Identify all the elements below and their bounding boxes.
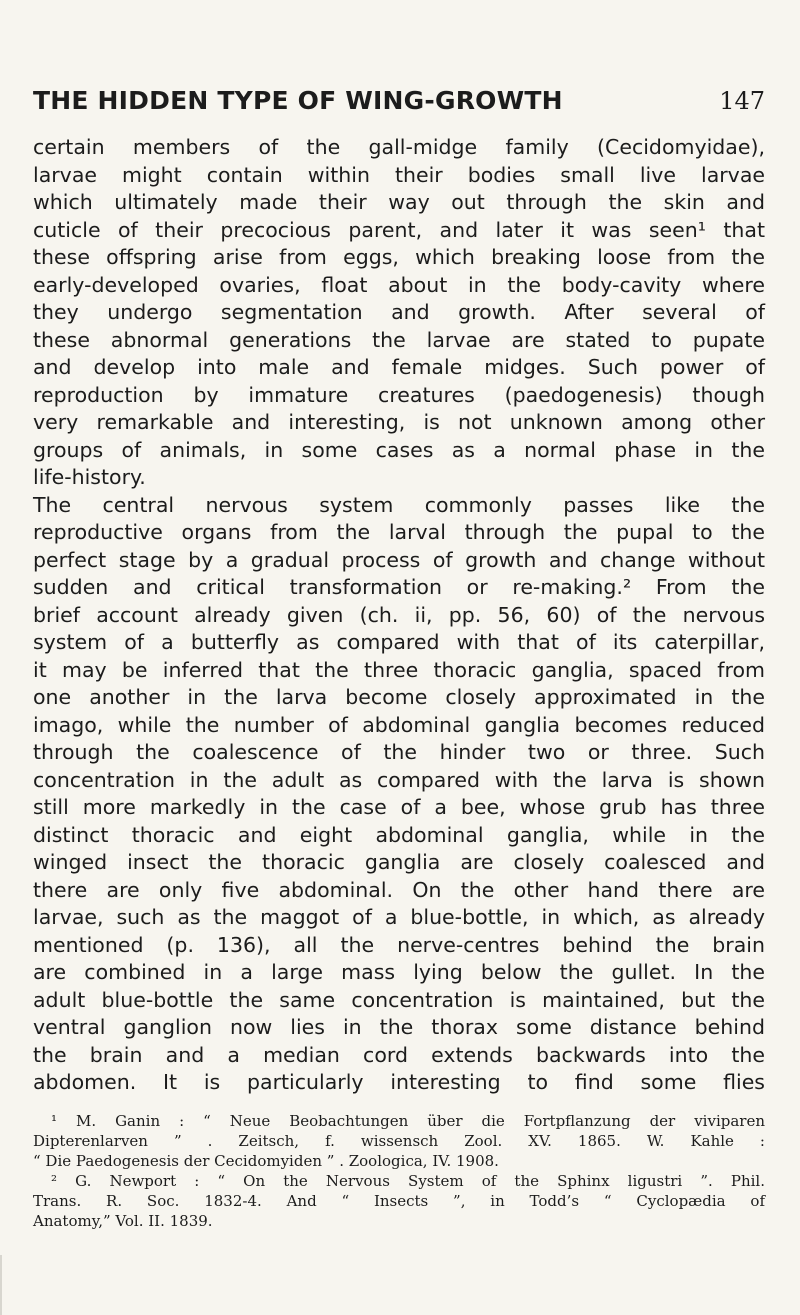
body-line: larvae might contain within their bodies small live larvae xyxy=(33,162,765,187)
body-line: and develop into male and female midges. Such power of xyxy=(33,355,765,379)
body-line: abdomen. It is particularly interesting to find some flies xyxy=(33,1070,765,1094)
body-line: these abnormal generations the larvae are stated to pupate xyxy=(33,327,765,352)
body-line: imago, while the number of abdominal ganglia becomes reduced xyxy=(33,712,765,737)
body-line: very remarkable and interesting, is not unknown among other xyxy=(33,410,765,434)
running-head xyxy=(33,86,765,126)
footnote-line: Anatomy,” Vol. II. 1839. xyxy=(33,1211,213,1230)
body-line: cuticle of their precocious parent, and later it was seen¹ that xyxy=(33,217,765,242)
scan-edge-line xyxy=(0,1255,2,1315)
body-line: reproductive organs from the larval through the pupal to the xyxy=(33,520,765,544)
body-line: still more markedly in the case of a bee, whose grub has three xyxy=(33,795,765,819)
body-line: winged insect the thoracic ganglia are closely coalesced and xyxy=(33,850,765,874)
footnote-line: Dipterenlarven ” . Zeitsch, f. wissensch Zool. XV. 1865. W. Kahle : xyxy=(33,1131,765,1150)
body-line: system of a butterfly as compared with that of its caterpillar, xyxy=(33,630,765,654)
footnotes xyxy=(33,1111,765,1231)
body-line: concentration in the adult as compared with the larva is shown xyxy=(33,767,765,792)
body-line: adult blue-bottle the same concentration is maintained, but the xyxy=(33,987,765,1012)
body-line: groups of animals, in some cases as a normal phase in the xyxy=(33,437,765,462)
running-title: THE HIDDEN TYPE OF WING-GROWTH xyxy=(33,86,563,115)
body-line: life-history. xyxy=(33,465,146,489)
page-number: 147 xyxy=(719,87,765,115)
body-line: mentioned (p. 136), all the nerve-centres behind the brain xyxy=(33,932,765,957)
footnote-line: Trans. R. Soc. 1832-4. And “ Insects ”, in Todd’s “ Cyclopædia of xyxy=(33,1191,765,1210)
body-line: reproduction by immature creatures (paedogenesis) though xyxy=(33,382,765,407)
body-text xyxy=(33,134,765,1097)
body-line: early-developed ovaries, float about in the body-cavity where xyxy=(33,272,765,297)
body-line: brief account already given (ch. ii, pp. 56, 60) of the nervous xyxy=(33,602,765,627)
body-line: they undergo segmentation and growth. After several of xyxy=(33,300,765,324)
body-line: distinct thoracic and eight abdominal ganglia, while in the xyxy=(33,822,765,847)
body-line: there are only five abdominal. On the other hand there are xyxy=(33,877,765,902)
body-line: are combined in a large mass lying below the gullet. In the xyxy=(33,960,765,984)
body-line: larvae, such as the maggot of a blue-bottle, in which, as already xyxy=(33,905,765,929)
body-line: through the coalescence of the hinder two or three. Such xyxy=(33,740,765,764)
body-line: certain members of the gall-midge family (Cecidomyidae), xyxy=(33,135,765,159)
body-line: ventral ganglion now lies in the thorax some distance behind xyxy=(33,1015,765,1039)
book-page xyxy=(33,86,765,1231)
footnote-line: “ Die Paedogenesis der Cecidomyiden ” . Zoologica, IV. 1908. xyxy=(33,1151,499,1170)
body-line: one another in the larva become closely approximated in the xyxy=(33,685,765,709)
footnote-line: ² G. Newport : “ On the Nervous System of the Sphinx ligustri ”. Phil. xyxy=(51,1171,765,1190)
body-line: perfect stage by a gradual process of growth and change without xyxy=(33,547,765,572)
body-line: which ultimately made their way out through the skin and xyxy=(33,190,765,214)
body-line: sudden and critical transformation or re-making.² From the xyxy=(33,575,765,599)
body-line: The central nervous system commonly passes like the xyxy=(33,492,765,517)
footnote-line: ¹ M. Ganin : “ Neue Beobachtungen über die Fortpflanzung der viviparen xyxy=(51,1111,765,1130)
body-line: these offspring arise from eggs, which breaking loose from the xyxy=(33,245,765,269)
body-line: it may be inferred that the three thoracic ganglia, spaced from xyxy=(33,657,765,682)
body-line: the brain and a median cord extends backwards into the xyxy=(33,1042,765,1067)
